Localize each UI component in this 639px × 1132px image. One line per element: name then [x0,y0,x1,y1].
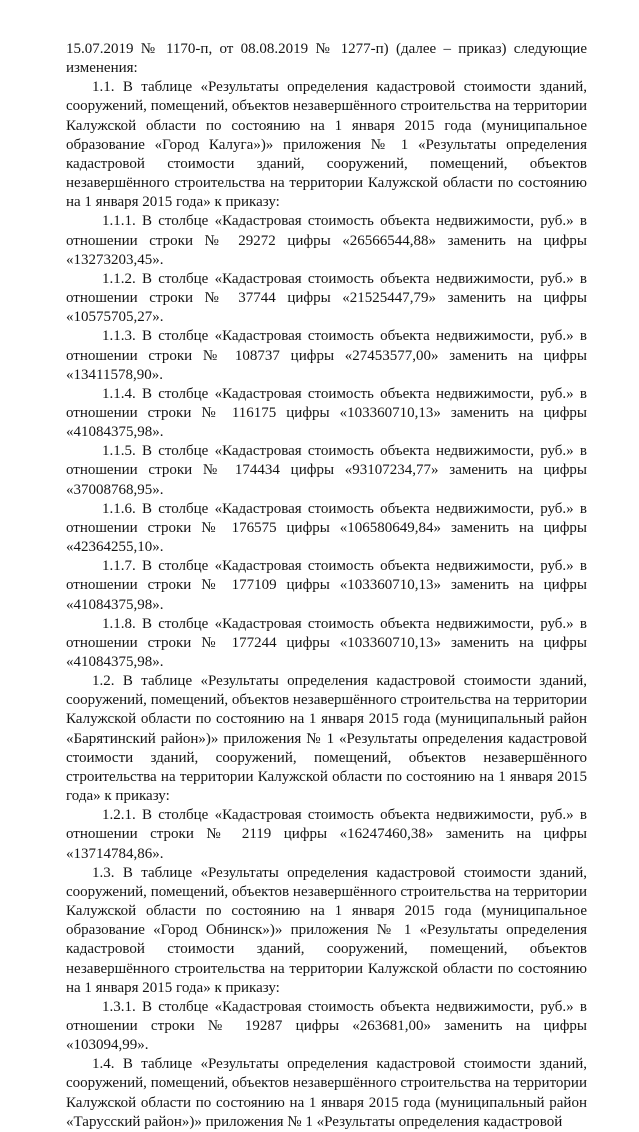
intro-paragraph: 15.07.2019 № 1170-п, от 08.08.2019 № 1277-п) (далее – приказ) следующие изменения: [66,41,587,77]
item-1-3-1: 1.3.1. В столбце «Кадастровая стоимость объекта недвижимости, руб.» в отношении строки № 19287 цифры «263681,00» заменить на цифры «103094,99». [66,998,587,1054]
item-1-1-2: 1.1.2. В столбце «Кадастровая стоимость объекта недвижимости, руб.» в отношении строки № 37744 цифры «21525447,79» заменить на цифры «10575705,27». [66,270,587,326]
item-1-1-7: 1.1.7. В столбце «Кадастровая стоимость объекта недвижимости, руб.» в отношении строки № 177109 цифры «103360710,13» заменить на цифры «41084375,98». [66,558,587,613]
item-1-2: 1.2. В таблице «Результаты определения кадастровой стоимости зданий, сооружений, помещений, объектов незавершённого строительства на территории Калужской области по состоянию на 1 января 2015 года (муниципальный район «Барятинский район»)» приложения № 1 «Результаты определения кадастровой стоимости зданий, сооружений, помещений, объектов незавершённого строительства на территории Калужской области по состоянию на 1 января 2015 года» к приказу: [66,673,587,805]
item-1-1-5: 1.1.5. В столбце «Кадастровая стоимость объекта недвижимости, руб.» в отношении строки № 174434 цифры «93107234,77» заменить на цифры «37008768,95». [66,443,587,498]
item-1-4: 1.4. В таблице «Результаты определения кадастровой стоимости зданий, сооружений, помещений, объектов незавершённого строительства на территории Калужской области по состоянию на 1 января 2015 года (муниципальный район «Тарусский район»)» приложения № 1 «Результаты определения кадастровой [66,1056,587,1130]
item-1-1-6: 1.1.6. В столбце «Кадастровая стоимость объекта недвижимости, руб.» в отношении строки № 176575 цифры «106580649,84» заменить на цифры «42364255,10». [66,500,587,556]
item-1-3: 1.3. В таблице «Результаты определения кадастровой стоимости зданий, сооружений, помещений, объектов незавершённого строительства на территории Калужской области по состоянию на 1 января 2015 года (муниципальное образование «Город Обнинск»)» приложения № 1 «Результаты определения кадастровой стоимости зданий, сооружений, помещений, объектов незавершённого строительства на территории Калужской области по состоянию на 1 января 2015 года» к приказу: [66,864,587,996]
item-1-1-4: 1.1.4. В столбце «Кадастровая стоимость объекта недвижимости, руб.» в отношении строки № 116175 цифры «103360710,13» заменить на цифры «41084375,98». [66,385,587,441]
document-body [66,40,587,1132]
item-1-1-8: 1.1.8. В столбце «Кадастровая стоимость объекта недвижимости, руб.» в отношении строки № 177244 цифры «103360710,13» заменить на цифры «41084375,98». [66,615,587,670]
item-1-1: 1.1. В таблице «Результаты определения кадастровой стоимости зданий, сооружений, помещений, объектов незавершённого строительства на территории Калужской области по состоянию на 1 января 2015 года (муниципальное образование «Город Калуга»)» приложения № 1 «Результаты определения кадастровой стоимости зданий, сооружений, помещений, объектов незавершённого строительства на территории Калужской области по состоянию на 1 января 2015 года» к приказу: [66,79,587,211]
item-1-1-3: 1.1.3. В столбце «Кадастровая стоимость объекта недвижимости, руб.» в отношении строки № 108737 цифры «27453577,00» заменить на цифры «13411578,90». [66,328,587,383]
item-1-2-1: 1.2.1. В столбце «Кадастровая стоимость объекта недвижимости, руб.» в отношении строки № 2119 цифры «16247460,38» заменить на цифры «13714784,86». [66,807,587,862]
item-1-1-1: 1.1.1. В столбце «Кадастровая стоимость объекта недвижимости, руб.» в отношении строки № 29272 цифры «26566544,88» заменить на цифры «13273203,45». [66,213,587,268]
